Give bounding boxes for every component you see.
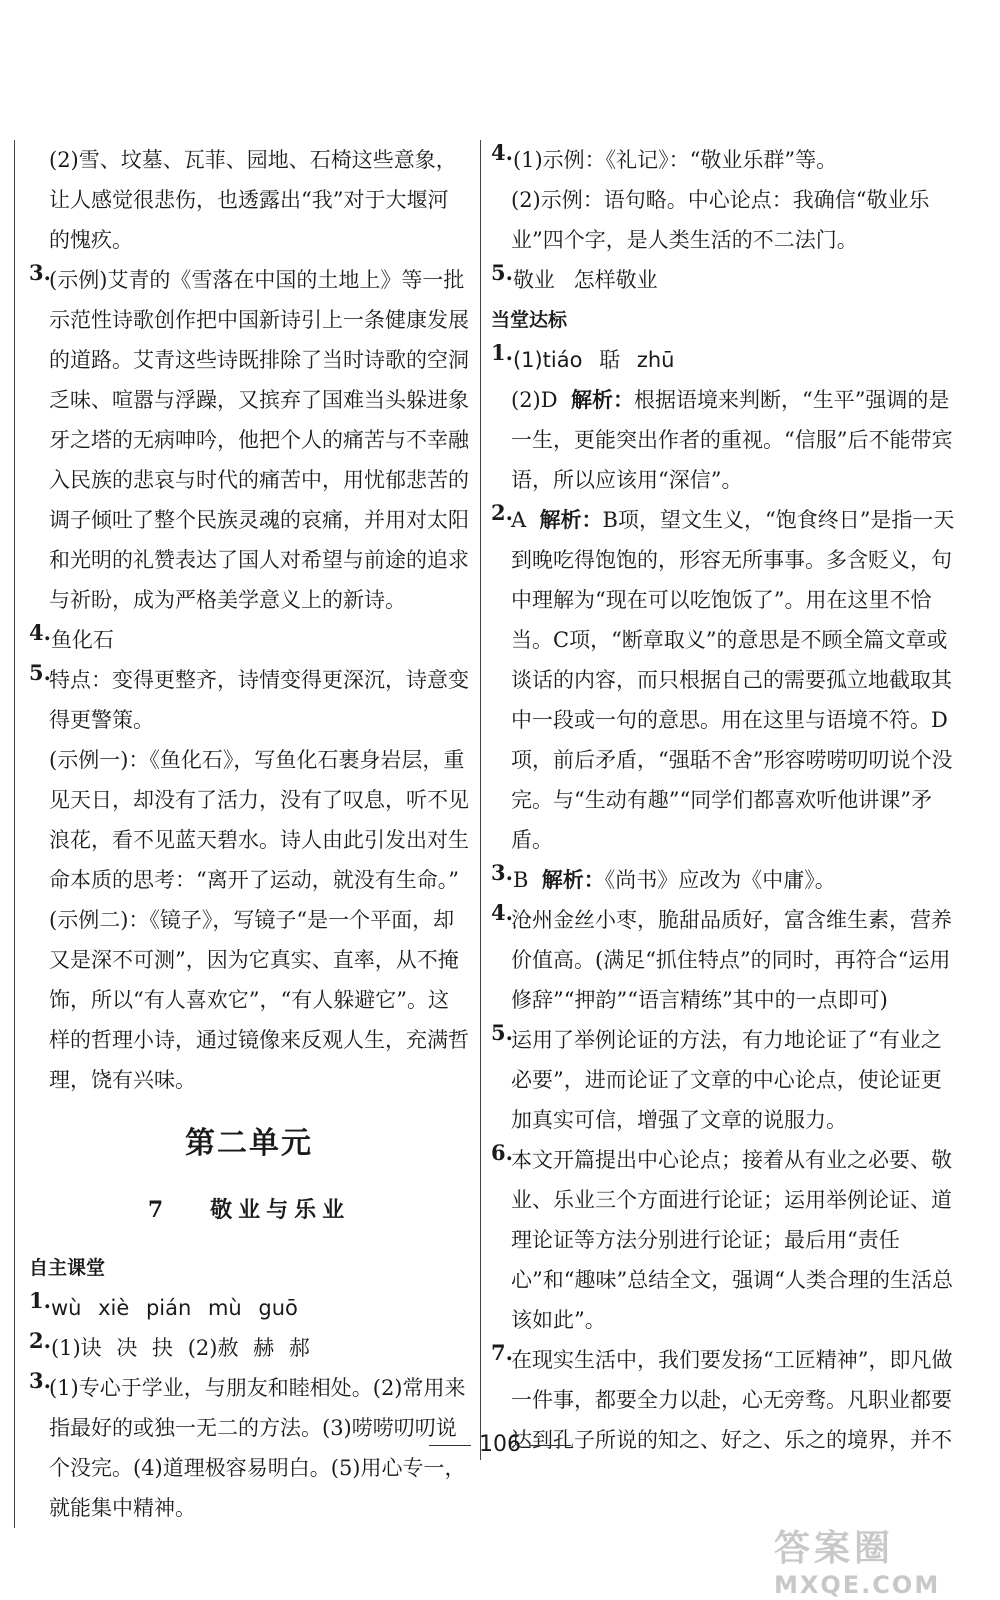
item-number: 3.: [29, 260, 51, 285]
item-number: 3.: [491, 860, 513, 885]
footer-rule-right: [529, 1445, 571, 1446]
answer-item: [29, 1288, 469, 1328]
answer-text: (1)专心于学业，与朋友和睦相处。(2)常用来指最好的或独一无二的方法。(3)唠唠叨叨说个没完。(4)道理极容易明白。(5)用心专一，就能集中精神。: [49, 1376, 466, 1520]
example-text: (示例一)：《鱼化石》，写鱼化石裹身岩层，重见天日，却没有了活力，没有了叹息，听不见浪花，看不见蓝天碧水。诗人由此引发出对生命本质的思考：“离开了运动，就没有生命。”: [49, 748, 469, 892]
analysis-text: 《尚书》应改为《中庸》。: [604, 868, 836, 892]
item-number: 1.: [491, 340, 513, 365]
answer-item: [491, 500, 961, 860]
answer-item: [29, 1328, 469, 1368]
answer-text: 敬业 怎样敬业: [512, 268, 658, 292]
answer-label: A: [511, 508, 527, 532]
analysis-label: 解析：: [539, 507, 603, 532]
answer-label: (2)D: [511, 388, 558, 412]
item-number: 4.: [29, 620, 51, 645]
page-footer: [0, 1432, 1000, 1457]
analysis-label: 解析：: [570, 387, 634, 412]
item-number: 5.: [491, 260, 513, 285]
answer-text: 特点：变得更整齐，诗情变得更深沉，诗意变得更警策。: [49, 668, 469, 732]
pinyin-answer: (1)tiáo 聒 zhū: [512, 348, 675, 372]
answer-item: [491, 1140, 961, 1340]
answer-item: [29, 260, 469, 620]
footer-rule-left: [429, 1445, 471, 1446]
answer-text: (1)示例：《礼记》：“敬业乐群”等。: [512, 148, 838, 172]
answer-text: (1)诀 决 抉 (2)赦 赫 郝: [50, 1336, 310, 1360]
answer-text: [513, 860, 836, 900]
right-column: [480, 140, 961, 1460]
answer-item: [491, 340, 961, 380]
pinyin-answer: wù xiè pián mù guō: [50, 1296, 298, 1320]
section-heading: 当堂达标: [491, 309, 568, 331]
item-number: 1.: [29, 1288, 51, 1313]
answer-item: [29, 620, 469, 660]
answer-text: (示例)艾青的《雪落在中国的土地上》等一批示范性诗歌创作把中国新诗引上一条健康发展的道路。艾青这些诗既排除了当时诗歌的空洞乏味、喧嚣与浮躁，又摈弃了国难当头躲进象牙之塔的无病呻吟，他把个人的痛苦与不幸融入民族的悲哀与时代的痛苦中，用忧郁悲苦的调子倾吐了整个民族灵魂的哀痛，并用对太阳和光明的礼赞表达了国人对希望与前途的追求与祈盼，成为严格美学意义上的新诗。: [49, 268, 469, 612]
answer-text: (2)雪、坟墓、瓦菲、园地、石椅这些意象，让人感觉很悲伤，也透露出“我”对于大堰河的愧疚。: [49, 148, 457, 252]
item-number: 4.: [491, 900, 513, 925]
watermark-url: MXQE.COM: [774, 1571, 941, 1599]
analysis-text: B项，望文生义，“饱食终日”是指一天到晚吃得饱饱的，形容无所事事。多含贬义，句中理解为“现在可以吃饱饭了”。用在这里不恰当。C项，“断章取义”的意思是不顾全篇文章或谈话的内容，而只根据自己的需要孤立地截取其中一段或一句的意思。用在这里与语境不符。D项，前后矛盾，“强聒不舍”形容唠唠叨叨说个没完。与“生动有趣”“同学们都喜欢听他讲课”矛盾。: [511, 508, 955, 852]
item-number: 2.: [491, 500, 513, 525]
left-column: [14, 140, 469, 1528]
answer-item: [29, 660, 469, 740]
answer-text: 本文开篇提出中心论点；接着从有业之必要、敬业、乐业三个方面进行论证；运用举例论证、道理论证等方法分别进行论证；最后用“责任心”和“趣味”总结全文，强调“人类合理的生活总该如此”。: [511, 1148, 953, 1332]
unit-title: 第二单元: [185, 1126, 313, 1161]
answer-text: 鱼化石: [50, 628, 114, 652]
item-number: 5.: [491, 1020, 513, 1045]
lesson-number: 7: [147, 1197, 170, 1223]
answer-item: [491, 140, 961, 180]
item-number: 3.: [29, 1368, 51, 1393]
analysis-text: 根据语境来判断，“生平”强调的是一生，更能突出作者的重视。“信服”后不能带宾语，所以应该用“深信”。: [511, 388, 953, 492]
answer-label: B: [512, 868, 529, 892]
item-number: 6.: [491, 1140, 513, 1165]
answer-item: [491, 860, 961, 900]
answer-item: [491, 260, 961, 300]
item-number: 2.: [29, 1328, 51, 1353]
answer-item: [491, 900, 961, 1020]
answer-text: 运用了举例论证的方法，有力地论证了“有业之必要”，进而论证了文章的中心论点，使论证更加真实可信，增强了文章的说服力。: [511, 1028, 942, 1132]
answer-text: [511, 500, 961, 860]
page-number: 106: [479, 1432, 521, 1457]
item-number: 7.: [491, 1340, 513, 1365]
watermark-logo: [774, 1520, 984, 1599]
answer-item: [491, 1020, 961, 1140]
item-number: 4.: [491, 140, 513, 165]
answer-text: 沧州金丝小枣，脆甜品质好，富含维生素，营养价值高。(满足“抓住特点”的同时，再符合“运用修辞”“押韵”“语言精练”其中的一点即可): [511, 908, 952, 1012]
answer-text: 在现实生活中，我们要发扬“工匠精神”，即凡做一件事，都要全力以赴，心无旁骛。凡职业都要达到孔子所说的知之、好之、乐之的境界，并不: [511, 1348, 953, 1452]
lesson-title: [29, 1180, 469, 1240]
watermark-title: 答案圈: [774, 1528, 895, 1569]
answer-text: (2)示例：语句略。中心论点：我确信“敬业乐业”四个字，是人类生活的不二法门。: [511, 188, 930, 252]
analysis-label: 解析：: [541, 867, 605, 892]
lesson-name: 敬业与乐业: [210, 1197, 351, 1223]
section-heading: 自主课堂: [29, 1257, 106, 1279]
answer-text: [491, 380, 961, 500]
example-text: (示例二)：《镜子》，写镜子“是一个平面，却又是深不可测”，因为它真实、直率，从不掩饰，所以“有人喜欢它”，“有人躲避它”。这样的哲理小诗，通过镜像来反观人生，充满哲理，饶有兴味。: [49, 908, 469, 1092]
item-number: 5.: [29, 660, 51, 685]
